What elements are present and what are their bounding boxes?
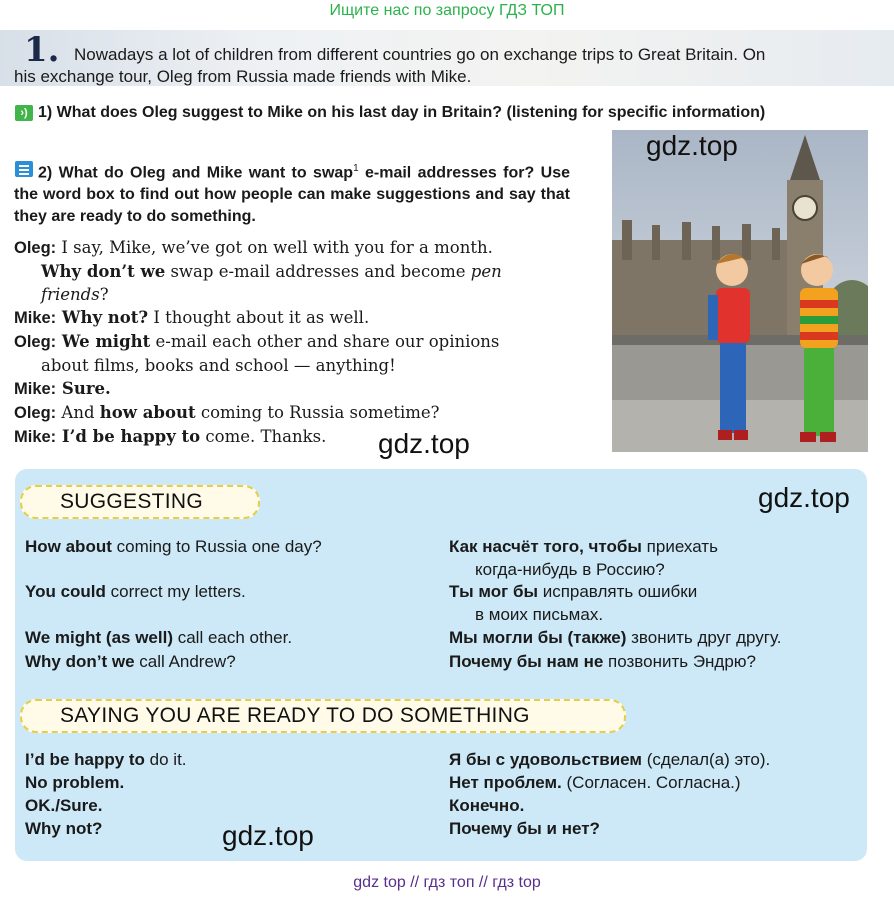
dialog-text: how about: [99, 403, 196, 422]
suggest-en-2: You could correct my letters.: [25, 582, 246, 601]
suggesting-title: SUGGESTING: [20, 485, 260, 519]
watermark: gdz.top: [222, 820, 314, 851]
dialog-text: I thought about it as well.: [148, 308, 370, 327]
dialog-line: [14, 330, 574, 377]
suggest-en-4: Why don’t we call Andrew?: [25, 652, 236, 671]
dialog-text: We might: [56, 332, 151, 351]
speaker-label: Mike:: [14, 309, 57, 327]
ready-title: SAYING YOU ARE READY TO DO SOMETHING: [20, 699, 626, 733]
dialog-text: ?: [99, 285, 109, 304]
ready-ru-1: Я бы с удовольствием (сделал(а) это).: [449, 750, 771, 769]
watermark: gdz.top: [646, 130, 738, 161]
dialog-text: I say, Mike, we’ve got on well with you for a month.: [56, 238, 493, 257]
exercise-intro: Nowadays a lot of children from different countries go on exchange trips to Great Britain. On his exchange tour, Oleg from Russia made friends with Mike.: [14, 45, 766, 86]
listening-icon[interactable]: ›): [15, 105, 33, 121]
exercise-number: 1.: [24, 30, 60, 70]
ready-ru-4: Почему бы и нет?: [449, 819, 600, 838]
london-photo: [612, 130, 868, 452]
suggest-en-3: We might (as well) call each other.: [25, 628, 293, 647]
ready-en-4: Why not?: [25, 819, 103, 838]
dialog-text: pen friends: [41, 262, 502, 304]
dialog-text: Why don’t we: [41, 262, 166, 281]
dialog-line: [14, 425, 574, 449]
ready-ru-2: Нет проблем. (Согласен. Согласна.): [449, 773, 741, 792]
ready-en-1: I’d be happy to do it.: [25, 750, 187, 769]
dialog-text: And: [56, 403, 100, 422]
suggest-ru-1: Как насчёт того, чтобы приехать когда-нибудь в Россию?: [449, 537, 718, 579]
dialog-continuation: [14, 260, 574, 306]
speaker-label: Mike:: [14, 428, 57, 446]
dialog-line: [14, 306, 574, 330]
suggest-ru-4: Почему бы нам не позвонить Эндрю?: [449, 652, 757, 671]
speaker-label: Oleg:: [14, 239, 57, 257]
dialog-continuation: [14, 354, 574, 377]
suggest-en-1: How about coming to Russia one day?: [25, 537, 322, 556]
watermark: gdz.top: [758, 482, 850, 513]
footer-links[interactable]: gdz top // гдз топ // гдз top: [353, 874, 541, 891]
dialog-line: [14, 401, 574, 425]
dialog-text: e-mail each other and share our opinions: [150, 332, 500, 351]
dialog-text: swap e-mail addresses and become: [165, 262, 471, 281]
watermark: gdz.top: [378, 428, 470, 459]
speaker-label: Oleg:: [14, 404, 57, 422]
ready-ru-3: Конечно.: [449, 796, 525, 815]
footnote-mark: 1: [353, 163, 359, 174]
task-2-text-b: e-mail addresses for? Use the word box to find out how people can make suggestions and say that they are ready to do something.: [14, 164, 571, 226]
dialog-text: I’d be happy to: [56, 427, 201, 446]
task-2: [14, 158, 570, 228]
suggest-ru-3: Мы могли бы (также) звонить друг другу.: [449, 628, 782, 647]
ready-en-2: No problem.: [25, 773, 125, 792]
dialog-text: Why not?: [56, 308, 149, 327]
dialog: [14, 236, 574, 449]
suggest-ru-2: Ты мог бы исправлять ошибки в моих письмах.: [449, 582, 698, 624]
dialog-text: about films, books and school — anything!: [41, 356, 396, 375]
top-banner[interactable]: Ищите нас по запросу ГДЗ ТОП: [329, 2, 565, 19]
ready-en-3: OK./Sure.: [25, 796, 103, 815]
task-1: 1) What does Oleg suggest to Mike on his last day in Britain? (listening for specific information): [38, 104, 766, 121]
dialog-line: [14, 377, 574, 401]
dialog-text: Sure.: [56, 379, 111, 398]
dialog-text: come. Thanks.: [200, 427, 327, 446]
dialog-text: coming to Russia sometime?: [195, 403, 440, 422]
speaker-label: Oleg:: [14, 333, 57, 351]
dialog-line: [14, 236, 574, 306]
speaker-label: Mike:: [14, 380, 57, 398]
task-2-text-a: 2) What do Oleg and Mike want to swap: [38, 164, 354, 182]
